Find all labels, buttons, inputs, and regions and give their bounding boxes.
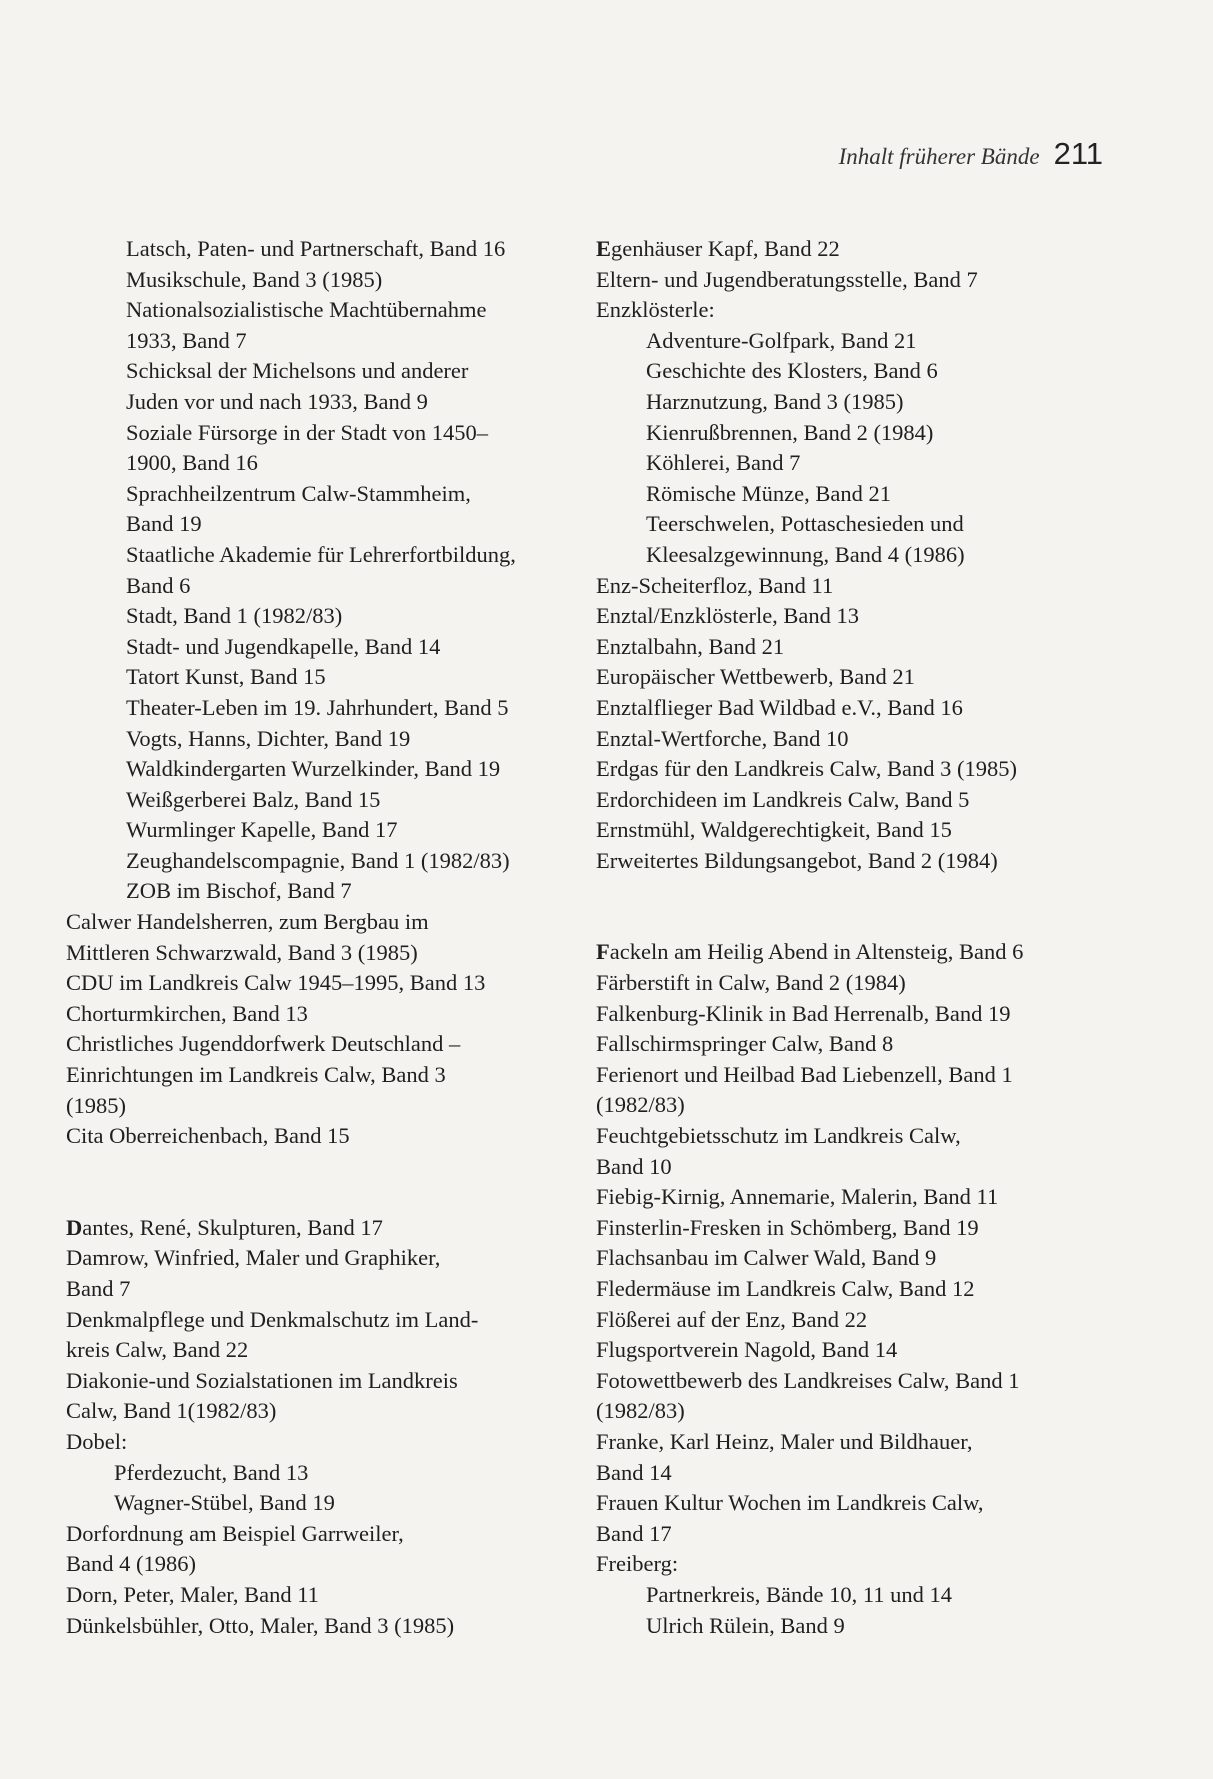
index-entry [596, 1152, 1116, 1183]
index-entry [66, 1091, 586, 1122]
index-entry-text: Sprachheilzentrum Calw-Stammheim, [126, 480, 471, 506]
index-entry-text: ackeln am Heilig Abend in Altensteig, Band 6 [609, 939, 1024, 965]
index-entry [66, 326, 586, 357]
index-entry [596, 234, 1116, 265]
index-entry-text: Band 6 [126, 572, 191, 598]
index-entry [596, 571, 1116, 602]
index-entry [596, 999, 1116, 1030]
index-entry [596, 632, 1116, 663]
index-entry-text: ZOB im Bischof, Band 7 [126, 878, 352, 904]
index-entry [596, 662, 1116, 693]
index-entry [66, 632, 586, 663]
index-entry-text: (1982/83) [596, 1398, 685, 1424]
index-entry [66, 876, 586, 907]
index-entry-text: Band 10 [596, 1153, 672, 1179]
index-entry [596, 1182, 1116, 1213]
index-entry [596, 387, 1116, 418]
index-entry [596, 1366, 1116, 1397]
index-entry [66, 1366, 586, 1397]
index-entry-text: Enztalbahn, Band 21 [596, 633, 785, 659]
index-entry-text: Enzklösterle: [596, 297, 715, 323]
index-entry [66, 1427, 586, 1458]
index-entry-text: Geschichte des Klosters, Band 6 [646, 358, 938, 384]
index-entry [66, 571, 586, 602]
index-entry [66, 1458, 586, 1489]
index-entry-text: Enztalflieger Bad Wildbad e.V., Band 16 [596, 694, 963, 720]
index-entry-text: Flachsanbau im Calwer Wald, Band 9 [596, 1245, 937, 1271]
index-entry-text: Eltern- und Jugendberatungsstelle, Band 7 [596, 266, 978, 292]
index-entry [596, 724, 1116, 755]
index-entry [596, 1305, 1116, 1336]
index-entry-text: Band 7 [66, 1276, 131, 1301]
index-entry [596, 295, 1116, 326]
index-entry-text: Waldkindergarten Wurzelkinder, Band 19 [126, 756, 501, 782]
index-entry-text: Kleesalzgewinnung, Band 4 (1986) [646, 541, 965, 567]
index-entry [66, 1213, 586, 1244]
index-entry [66, 968, 586, 999]
index-entry-text: Dobel: [66, 1428, 128, 1454]
index-entry [66, 509, 586, 540]
index-entry-text: Färberstift in Calw, Band 2 (1984) [596, 970, 906, 996]
index-entry [596, 693, 1116, 724]
index-entry-text: Juden vor und nach 1933, Band 9 [126, 388, 428, 414]
running-head-title: Inhalt früherer Bände [838, 144, 1040, 169]
index-entry [596, 1427, 1116, 1458]
index-entry-text: Band 4 (1986) [66, 1551, 196, 1577]
index-entry [66, 601, 586, 632]
index-entry-text: Calw, Band 1(1982/83) [66, 1398, 277, 1424]
index-entry-text: Fallschirmspringer Calw, Band 8 [596, 1031, 894, 1057]
index-entry [66, 1305, 586, 1336]
index-entry [66, 448, 586, 479]
index-entry-text: Staatliche Akademie für Lehrerfortbildung, [126, 541, 516, 567]
index-entry [596, 1611, 1116, 1642]
index-entry [596, 1060, 1116, 1091]
index-entry-text: antes, René, Skulpturen, Band 17 [82, 1214, 383, 1240]
page-number: 211 [1053, 136, 1103, 171]
index-entry [66, 1029, 586, 1060]
section-initial-letter: D [66, 1214, 83, 1240]
index-entry-text: Ulrich Rülein, Band 9 [646, 1612, 845, 1638]
index-entry-text: Erdorchideen im Landkreis Calw, Band 5 [596, 786, 970, 812]
index-entry-text: Franke, Karl Heinz, Maler und Bildhauer, [596, 1428, 973, 1454]
index-entry [66, 693, 586, 724]
index-entry-text: Vogts, Hanns, Dichter, Band 19 [126, 725, 411, 751]
index-entry [596, 1121, 1116, 1152]
index-entry [66, 418, 586, 449]
index-entry-text: Soziale Fürsorge in der Stadt von 1450– [126, 419, 489, 445]
index-entry-text: Partnerkreis, Bände 10, 11 und 14 [646, 1581, 952, 1607]
index-entry [596, 1213, 1116, 1244]
index-entry [66, 815, 586, 846]
index-entry-text: Enztal/Enzklösterle, Band 13 [596, 603, 860, 629]
index-entry [596, 1090, 1116, 1121]
index-entry [66, 999, 586, 1030]
index-entry-text: Freiberg: [596, 1551, 679, 1577]
index-entry [66, 356, 586, 387]
section-initial-letter: E [596, 236, 612, 261]
index-entry-text: Fotowettbewerb des Landkreises Calw, Band 1 [596, 1367, 1020, 1393]
index-entry [596, 1029, 1116, 1060]
index-entry [66, 1396, 586, 1427]
index-entry-text: Enz-Scheiterfloz, Band 11 [596, 572, 834, 598]
index-entry-text: Band 17 [596, 1520, 672, 1546]
index-entry-text: Teerschwelen, Pottaschesieden und [646, 511, 964, 537]
index-entry [66, 1335, 586, 1366]
index-entry-text: Dünkelsbühler, Otto, Maler, Band 3 (1985) [66, 1612, 455, 1638]
index-entry-text: Köhlerei, Band 7 [646, 450, 801, 476]
index-entry [596, 1274, 1116, 1305]
index-entry [596, 1335, 1116, 1366]
index-entry [596, 540, 1116, 571]
section-gap [66, 1152, 586, 1213]
index-entry [66, 662, 586, 693]
index-entry-text: Wagner-Stübel, Band 19 [114, 1490, 335, 1516]
index-entry [596, 326, 1116, 357]
index-entry-text: Einrichtungen im Landkreis Calw, Band 3 [66, 1062, 446, 1088]
index-entry [66, 1580, 586, 1611]
index-entry [596, 968, 1116, 999]
index-entry-text: 1900, Band 16 [126, 450, 258, 476]
index-entry-text: Flößerei auf der Enz, Band 22 [596, 1306, 868, 1332]
index-entry-text: Damrow, Winfried, Maler und Graphiker, [66, 1245, 441, 1271]
index-entry [596, 601, 1116, 632]
index-column-left [66, 234, 586, 1641]
index-entry-text: 1933, Band 7 [126, 327, 247, 353]
index-entry-text: Europäischer Wettbewerb, Band 21 [596, 664, 915, 690]
index-entry [596, 1549, 1116, 1580]
index-entry [66, 234, 586, 265]
index-entry-text: Adventure-Golfpark, Band 21 [646, 327, 917, 353]
index-entry-text: Nationalsozialistische Machtübernahme [126, 297, 487, 323]
index-entry-text: Kienrußbrennen, Band 2 (1984) [646, 419, 934, 445]
index-entry-text: kreis Calw, Band 22 [66, 1337, 249, 1363]
index-entry [596, 937, 1116, 968]
index-entry-text: Weißgerberei Balz, Band 15 [126, 786, 381, 812]
index-column-right [596, 234, 1116, 1641]
index-entry-text: Band 19 [126, 511, 202, 537]
index-entry [66, 754, 586, 785]
index-entry-text: Pferdezucht, Band 13 [114, 1459, 309, 1485]
index-entry-text: Dorn, Peter, Maler, Band 11 [66, 1581, 319, 1607]
index-entry [66, 1274, 586, 1305]
index-entry [596, 846, 1116, 877]
index-entry [596, 1519, 1116, 1550]
index-entry-text: Schicksal der Michelsons und anderer [126, 358, 469, 384]
index-entry-text: Finsterlin-Fresken in Schömberg, Band 19 [596, 1214, 979, 1240]
index-entry-text: Ernstmühl, Waldgerechtigkeit, Band 15 [596, 817, 952, 843]
index-entry [66, 1243, 586, 1274]
index-entry-text: Denkmalpflege und Denkmalschutz im Land- [66, 1306, 479, 1332]
index-entry [66, 938, 586, 969]
index-entry-text: Erweitertes Bildungsangebot, Band 2 (1984) [596, 847, 998, 873]
index-entry [596, 479, 1116, 510]
index-entry [66, 846, 586, 877]
index-entry [66, 479, 586, 510]
index-entry [66, 907, 586, 938]
index-entry-text: Fledermäuse im Landkreis Calw, Band 12 [596, 1276, 975, 1301]
index-entry-text: Falkenburg-Klinik in Bad Herrenalb, Band 19 [596, 1000, 1011, 1026]
index-entry-text: Chorturmkirchen, Band 13 [66, 1000, 308, 1026]
index-entry [596, 356, 1116, 387]
index-entry [66, 1121, 586, 1152]
section-initial-letter: F [596, 939, 610, 965]
index-entry-text: Mittleren Schwarzwald, Band 3 (1985) [66, 939, 418, 965]
index-entry-text: Stadt- und Jugendkapelle, Band 14 [126, 633, 441, 659]
index-entry [66, 1549, 586, 1580]
index-entry [66, 1611, 586, 1642]
index-entry-text: Christliches Jugenddorfwerk Deutschland – [66, 1031, 461, 1057]
index-entry [596, 1580, 1116, 1611]
index-entry-text: Flugsportverein Nagold, Band 14 [596, 1337, 898, 1363]
index-entry [596, 448, 1116, 479]
index-entry-text: Dorfordnung am Beispiel Garrweiler, [66, 1520, 404, 1546]
index-entry-text: Theater-Leben im 19. Jahrhundert, Band 5 [126, 694, 509, 720]
index-entry [596, 785, 1116, 816]
index-entry [66, 295, 586, 326]
index-entry-text: Wurmlinger Kapelle, Band 17 [126, 817, 398, 843]
index-entry [596, 1243, 1116, 1274]
index-entry-text: Diakonie-und Sozialstationen im Landkreis [66, 1367, 458, 1393]
index-entry-text: Ferienort und Heilbad Bad Liebenzell, Band 1 [596, 1061, 1013, 1087]
index-entry-text: Harznutzung, Band 3 (1985) [646, 388, 904, 414]
section-gap [596, 876, 1116, 937]
index-entry [596, 265, 1116, 296]
index-entry-text: Erdgas für den Landkreis Calw, Band 3 (1985) [596, 756, 1017, 782]
running-head [839, 136, 1103, 172]
index-entry-text: Cita Oberreichenbach, Band 15 [66, 1123, 350, 1149]
index-entry-text: genhäuser Kapf, Band 22 [611, 236, 840, 261]
index-entry-text: Enztal-Wertforche, Band 10 [596, 725, 849, 751]
index-entry [596, 509, 1116, 540]
index-entry [596, 815, 1116, 846]
index-entry-text: (1985) [66, 1092, 126, 1118]
index-entry [596, 1458, 1116, 1489]
index-entry-text: Tatort Kunst, Band 15 [126, 664, 326, 690]
index-entry [66, 540, 586, 571]
index-entry [66, 724, 586, 755]
index-entry-text: Feuchtgebietsschutz im Landkreis Calw, [596, 1123, 961, 1149]
index-entry [596, 754, 1116, 785]
index-entry-text: Calwer Handelsherren, zum Bergbau im [66, 909, 429, 935]
index-entry [66, 1488, 586, 1519]
index-entry-text: (1982/83) [596, 1092, 685, 1118]
index-entry-text: Musikschule, Band 3 (1985) [126, 266, 383, 292]
index-entry-text: Zeughandelscompagnie, Band 1 (1982/83) [126, 847, 510, 873]
index-entry [66, 1060, 586, 1091]
index-entry [596, 418, 1116, 449]
index-entry [596, 1488, 1116, 1519]
index-entry-text: Latsch, Paten- und Partnerschaft, Band 16 [126, 236, 506, 261]
index-entry-text: Stadt, Band 1 (1982/83) [126, 603, 343, 629]
index-entry [66, 387, 586, 418]
index-entry [66, 1519, 586, 1550]
index-entry-text: CDU im Landkreis Calw 1945–1995, Band 13 [66, 970, 486, 996]
index-entry [596, 1396, 1116, 1427]
index-entry-text: Band 14 [596, 1459, 672, 1485]
index-entry [66, 785, 586, 816]
index-entry-text: Fiebig-Kirnig, Annemarie, Malerin, Band 11 [596, 1184, 999, 1210]
index-entry-text: Frauen Kultur Wochen im Landkreis Calw, [596, 1490, 984, 1516]
index-entry [66, 265, 586, 296]
index-entry-text: Römische Münze, Band 21 [646, 480, 891, 506]
